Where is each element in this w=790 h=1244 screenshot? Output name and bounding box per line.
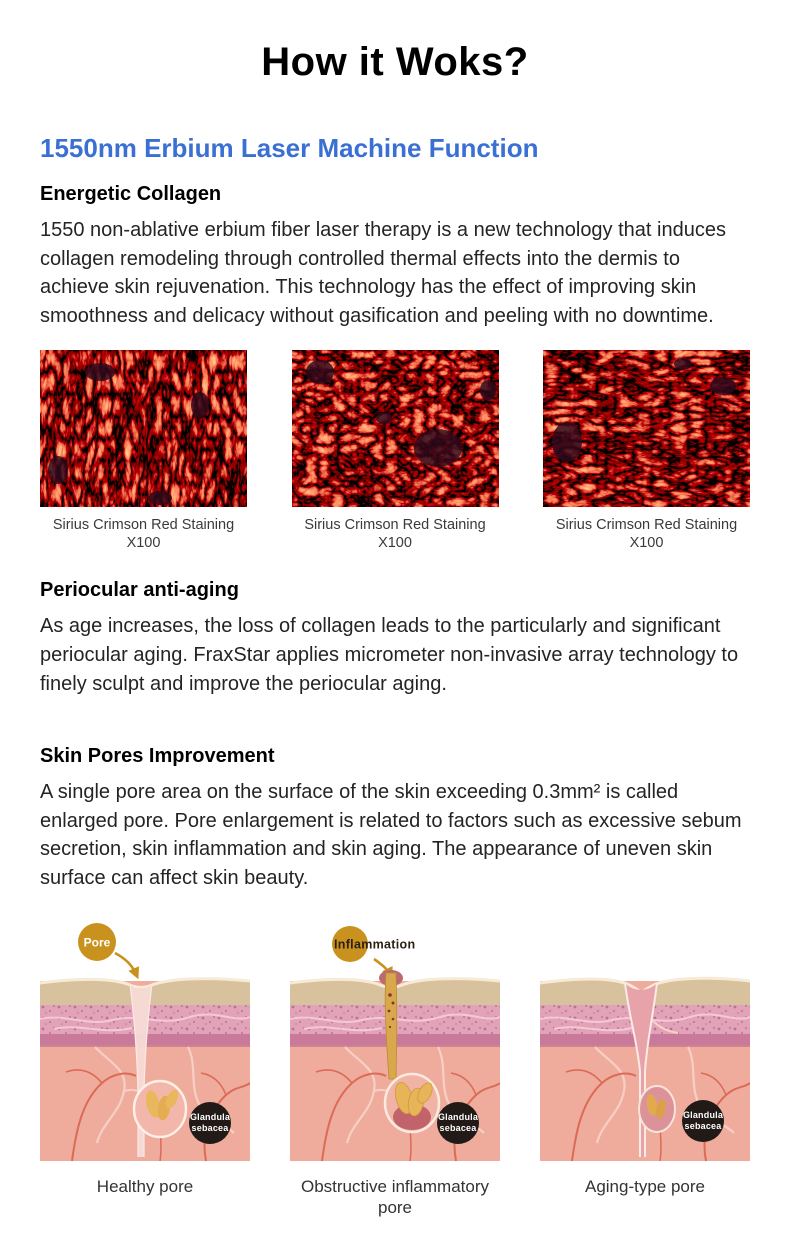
diagram-caption: Aging-type pore [584,1176,706,1196]
inflammatory-pore-figure [290,913,500,1218]
microscopy-stain-image [543,350,750,507]
stain-figure [292,350,499,552]
svg-text:Glandula: Glandula [437,1111,479,1122]
skin-cross-section [290,970,500,1161]
microscopy-stain-image [292,350,499,507]
paragraph-energetic-collagen: 1550 non-ablative erbium fiber laser therapy is a new technology that induces collagen remodeling through controlled thermal effects into the dermis to achieve skin rejuvenation. This technology has the effect of improving skin smoothness and delicacy without gasification and peeling with no downtime. [40,219,726,327]
svg-text:sebacea: sebacea [439,1122,477,1133]
healthy-pore-diagram [40,913,250,1163]
paragraph-periocular: As age increases, the loss of collagen leads to the particularly and significant periocular aging. FraxStar applies micrometer non-invasive array technology to finely sculpt and improve the periocular aging. [40,615,739,695]
subheading-energetic-collagen: Energetic Collagen [40,183,222,205]
skin-cross-section [540,978,750,1161]
svg-text:Glandula: Glandula [682,1109,724,1120]
sebaceous-gland [385,1074,439,1132]
healthy-pore-figure [40,913,250,1218]
stain-figure [40,350,247,552]
section-heading: 1550nm Erbium Laser Machine Function [40,133,539,163]
svg-text:Inflammation: Inflammation [334,937,416,952]
pore-diagram-row [40,913,750,1218]
pore-badge [78,923,116,961]
skin-cross-section [40,978,250,1160]
gland-badge [437,1102,479,1144]
gland-badge [189,1102,231,1144]
sebaceous-gland [639,1086,675,1132]
stain-caption: Sirius Crimson Red Staining X100 [304,517,486,552]
subheading-skin-pores: Skin Pores Improvement [40,745,275,768]
diagram-caption: Obstructive inflammatory pore [301,1176,489,1217]
stain-caption: Sirius Crimson Red Staining X100 [52,517,235,552]
inflammation-badge [332,926,415,962]
stain-caption: Sirius Crimson Red Staining X100 [555,517,738,552]
svg-text:Glandula: Glandula [189,1111,231,1122]
svg-text:sebacea: sebacea [191,1122,229,1133]
inflammatory-pore-diagram [290,913,500,1163]
svg-text:Pore: Pore [83,935,111,950]
paragraph-skin-pores: A single pore area on the surface of the skin exceeding 0.3mm² is called enlarged pore. Pore enlargement is related to factors such as excessive sebum secretion, skin inflammation and skin aging. The appearance of uneven skin surface can affect skin beauty. [40,781,742,889]
aging-pore-diagram [540,913,750,1163]
sebaceous-gland [134,1081,186,1137]
pore-arrow-icon [115,953,137,976]
diagram-caption: Healthy pore [96,1176,194,1196]
gland-badge [682,1100,724,1142]
svg-text:sebacea: sebacea [684,1120,722,1131]
stain-image-row [40,350,750,552]
page-title: How it Woks? [261,40,529,84]
stain-figure [543,350,750,552]
subheading-periocular: Periocular anti-aging [40,579,239,602]
microscopy-stain-image [40,350,247,507]
aging-pore-figure [540,913,750,1218]
